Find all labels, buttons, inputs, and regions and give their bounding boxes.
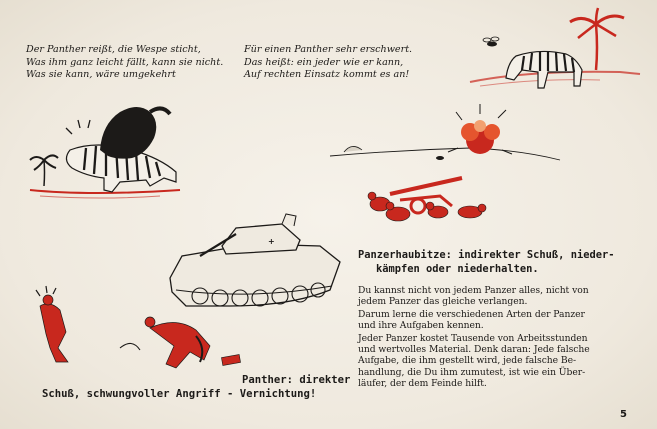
text-line: jedem Panzer das gleiche verlangen. <box>358 296 528 308</box>
verse-right-line: Auf rechten Einsatz kommt es an! <box>244 69 410 81</box>
verse-right-line: Für einen Panther sehr erschwert. <box>244 44 413 55</box>
tank-caption-line: Schuß, schwungvoller Angriff - Vernichtung! <box>42 388 317 400</box>
tank-caption-line: Panther: direkter <box>242 374 351 386</box>
wasp-zebra-palm-illustration <box>470 8 640 88</box>
paragraph <box>358 333 590 390</box>
panther-attacking-zebra-illustration <box>30 107 180 198</box>
verse-left-line: Was sie kann, wäre umgekehrt <box>26 69 176 81</box>
verse-left-line: Was ihm ganz leicht fällt, kann sie nicht. <box>26 56 224 68</box>
verse-right-line: Das heißt: ein jeder wie er kann, <box>244 56 404 68</box>
verse-left-line: Der Panther reißt, die Wespe sticht, <box>26 44 201 55</box>
section-heading <box>358 248 614 276</box>
shell-icon <box>436 156 444 160</box>
text-line: und ihre Aufgaben kennen. <box>358 320 484 332</box>
zebra-icon <box>506 51 582 88</box>
small-palm-icon <box>30 155 58 186</box>
text-line: Aufgabe, die ihm gestellt wird, jede falsche Be- <box>358 355 577 367</box>
text-line: handlung, die Du ihm zumutest, ist wie ein Über- <box>358 366 586 378</box>
text-line: läufer, der dem Feinde hilft. <box>358 378 487 390</box>
text-line: Du kannst nicht von jedem Panzer alles, nicht von <box>358 285 589 296</box>
panther-tank-attack-illustration <box>36 214 340 368</box>
paragraph <box>358 309 590 332</box>
body-text <box>358 285 590 391</box>
tank-icon <box>170 214 340 306</box>
wasp-icon <box>483 37 499 47</box>
heading-line: Panzerhaubitze: indirekter Schuß, nieder- <box>358 249 615 261</box>
paragraph <box>358 285 590 308</box>
text-line: und wertvolles Material. Denk daran: Jede falsche <box>358 344 590 356</box>
page-number: 5 <box>620 409 627 420</box>
svg-text:+: + <box>268 237 275 246</box>
verse-right <box>244 44 412 82</box>
palm-tree-icon <box>570 8 624 70</box>
verse-left <box>26 44 223 82</box>
howitzer-explosion-illustration <box>330 104 560 221</box>
text-line: Darum lerne die verschiedenen Arten der Panzer <box>358 308 585 320</box>
heading-line: kämpfen oder niederhalten. <box>376 263 539 275</box>
explosion-icon <box>448 104 512 154</box>
text-line: Jeder Panzer kostet Tausende von Arbeitsstunden <box>358 332 588 344</box>
